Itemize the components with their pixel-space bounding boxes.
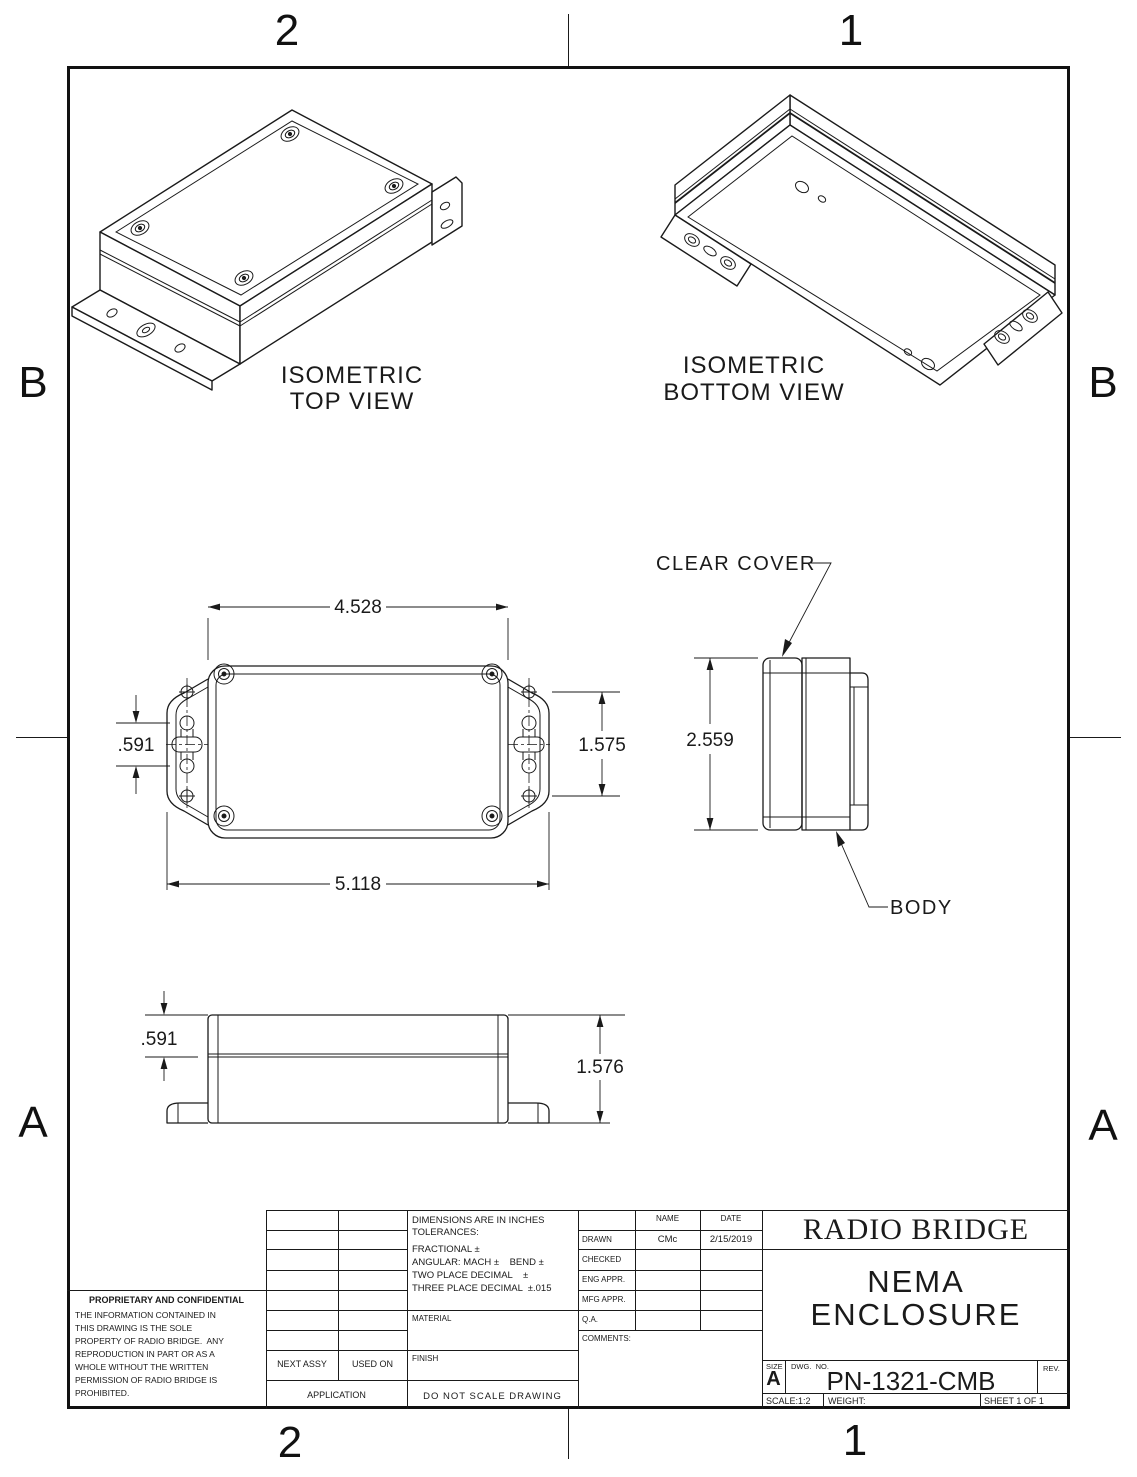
isometric-bottom-view (640, 80, 1070, 430)
tolerance-line: TOLERANCES: (412, 1227, 479, 1238)
zone-label-bottom-2: 2 (277, 1418, 303, 1467)
approval-row-name: CMc (657, 1234, 678, 1245)
tb-line (578, 1230, 762, 1231)
tb-line (578, 1249, 1070, 1250)
proprietary-line: PROHIBITED. (75, 1388, 130, 1398)
zone-label-top-2: 2 (274, 6, 300, 55)
iso-top-body (72, 110, 462, 390)
tb-line (578, 1210, 579, 1409)
tb-line (578, 1330, 762, 1331)
company-name: RADIO BRIDGE (802, 1213, 1030, 1246)
drawing-title-line2: ENCLOSURE (810, 1297, 1022, 1332)
tb-line (266, 1210, 1070, 1211)
next-assy-label: NEXT ASSY (277, 1359, 327, 1369)
dwg-no-value: PN-1321-CMB (826, 1366, 996, 1396)
tolerance-line: TWO PLACE DECIMAL ± (412, 1270, 529, 1281)
tolerance-line: FRACTIONAL ± (412, 1244, 480, 1255)
zone-tick-right (1070, 737, 1121, 738)
tb-line (635, 1210, 636, 1330)
top-view-dimension-lines (116, 604, 620, 890)
isometric-top-view (60, 80, 580, 430)
proprietary-line: THE INFORMATION CONTAINED IN (75, 1310, 216, 1320)
tb-line (578, 1270, 762, 1271)
side-view-details (763, 658, 868, 830)
top-view (100, 560, 660, 930)
tb-line (700, 1210, 701, 1330)
approval-row-label: Q.A. (582, 1315, 599, 1324)
finish-label: FINISH (412, 1354, 439, 1363)
sheet-label: SHEET 1 OF 1 (984, 1396, 1044, 1406)
zone-label-left-b: B (18, 358, 48, 407)
rev-label: REV. (1043, 1364, 1060, 1373)
dim-overall-height: 1.576 (576, 1057, 624, 1078)
iso-bottom-label-1: ISOMETRIC (682, 352, 826, 379)
approval-row-label: MFG APPR. (582, 1295, 626, 1304)
tb-line (266, 1350, 578, 1351)
tb-line (266, 1270, 407, 1271)
approval-row-label: DRAWN (582, 1235, 612, 1244)
comments-label: COMMENTS: (582, 1334, 631, 1343)
tb-line (266, 1380, 578, 1381)
callout-body: BODY (890, 897, 953, 919)
approval-row-date: 2/15/2019 (709, 1234, 753, 1245)
side-view (640, 540, 1070, 940)
proprietary-line: WHOLE WITHOUT THE WRITTEN (75, 1362, 209, 1372)
dwg-no-label: DWG. NO. (791, 1362, 829, 1371)
date-header: DATE (720, 1214, 742, 1223)
dim-body-height: 2.559 (686, 730, 734, 751)
dim-mount-span: 1.575 (578, 735, 626, 756)
tb-line (762, 1360, 1070, 1361)
dim-cover-height: .591 (140, 1029, 178, 1050)
zone-label-left-a: A (18, 1098, 48, 1147)
proprietary-line: THIS DRAWING IS THE SOLE (75, 1323, 193, 1333)
approval-row-label: ENG APPR. (582, 1275, 626, 1284)
front-view-details (178, 1015, 538, 1123)
material-label: MATERIAL (412, 1314, 452, 1323)
dim-cover-width: 4.528 (334, 597, 382, 618)
tolerance-line: THREE PLACE DECIMAL ±.015 (412, 1283, 552, 1294)
zone-label-top-1: 1 (838, 6, 864, 55)
iso-top-label-2: TOP VIEW (289, 388, 415, 415)
drawing-title-line1: NEMA (867, 1264, 965, 1299)
zone-tick-top (568, 14, 569, 66)
weight-label: WEIGHT: (828, 1396, 866, 1406)
tb-line (407, 1210, 408, 1409)
iso-top-label-1: ISOMETRIC (280, 362, 424, 389)
front-view (100, 990, 660, 1160)
proprietary-title: PROPRIETARY AND CONFIDENTIAL (88, 1295, 244, 1305)
proprietary-line: REPRODUCTION IN PART OR AS A (75, 1349, 215, 1359)
front-view-outline (167, 1015, 549, 1123)
iso-bottom-label-2: BOTTOM VIEW (663, 379, 845, 406)
proprietary-line: PERMISSION OF RADIO BRIDGE IS (75, 1375, 218, 1385)
approval-row-label: CHECKED (582, 1255, 622, 1264)
tb-line (1037, 1360, 1038, 1393)
tb-line (266, 1330, 407, 1331)
scale-value: SCALE:1:2 (766, 1396, 811, 1406)
tb-line (266, 1249, 407, 1250)
do-not-scale-note: DO NOT SCALE DRAWING (423, 1391, 562, 1402)
tb-line (67, 1290, 266, 1291)
zone-label-right-a: A (1088, 1101, 1118, 1150)
proprietary-line: PROPERTY OF RADIO BRIDGE. ANY (75, 1336, 224, 1346)
top-view-holes (172, 664, 544, 826)
used-on-label: USED ON (351, 1359, 393, 1369)
zone-label-bottom-1: 1 (842, 1416, 868, 1465)
top-view-outline (167, 666, 549, 838)
iso-bottom-body (661, 95, 1062, 385)
tb-line (578, 1290, 762, 1291)
name-header: NAME (655, 1214, 680, 1223)
tb-line (266, 1230, 407, 1231)
callout-clear-cover: CLEAR COVER (656, 553, 816, 575)
tb-line (266, 1210, 267, 1409)
application-label: APPLICATION (307, 1390, 366, 1400)
size-value: A (766, 1368, 781, 1390)
tolerance-line: DIMENSIONS ARE IN INCHES (412, 1215, 545, 1226)
tb-line (338, 1210, 339, 1380)
zone-tick-left (16, 737, 67, 738)
tolerance-line: ANGULAR: MACH ± BEND ± (412, 1257, 544, 1268)
size-label: SIZE (766, 1362, 783, 1371)
zone-tick-bottom (568, 1409, 569, 1459)
dim-slot-offset: .591 (117, 735, 155, 756)
tb-line (266, 1310, 762, 1311)
zone-label-right-b: B (1088, 358, 1118, 407)
tb-line (266, 1290, 407, 1291)
dim-overall-width: 5.118 (334, 874, 382, 895)
side-view-outline (763, 658, 868, 830)
top-view-centerlines (166, 678, 550, 810)
